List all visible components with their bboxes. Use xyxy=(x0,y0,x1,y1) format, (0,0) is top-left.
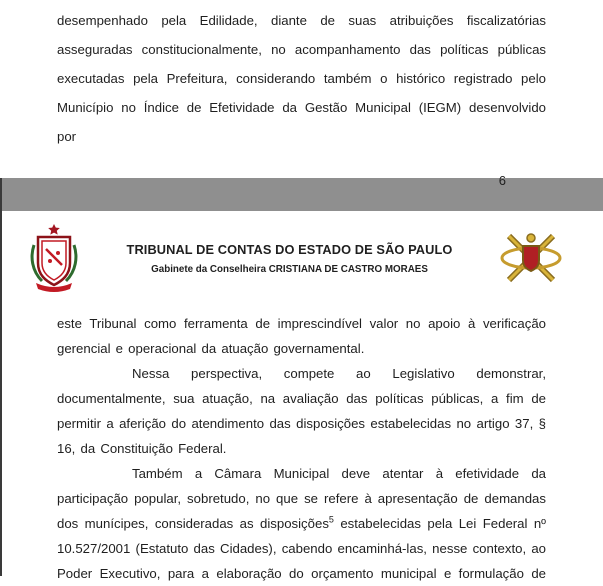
page-left-edge xyxy=(0,178,2,576)
page-body xyxy=(0,293,603,586)
letterhead-text xyxy=(80,242,499,275)
paragraph: desempenhado pela Edilidade, diante de suas atribuições fiscalizatórias asseguradas constitucionalmente, no acompanhamento das políticas públicas executadas pela Prefeitura, considerando também o histórico registrado pelo Município no Índice de Efetividade da Gestão Municipal (IEGM) desenvolvido por xyxy=(57,13,546,144)
paragraph: Nessa perspectiva, compete ao Legislativo demonstrar, documentalmente, sua atuação, na avaliação das políticas públicas, a fim de permitir a aferição do atendimento das disposições estabelecidas no artigo 37, § 16, da Constituição Federal. xyxy=(57,366,546,456)
page-number: 6 xyxy=(498,173,506,188)
paragraph: este Tribunal como ferramenta de imprescindível valor no apoio à verificação gerencial e operacional da atuação governamental. xyxy=(57,316,546,356)
paragraph-text: estabelecidas pela Lei Federal nº 10.527/2001 (Estatuto das Cidades), cabendo encaminhá-las, nesse contexto, ao Poder Executivo, para a elaboração do orçamento municipal e formulação de xyxy=(57,516,546,581)
paragraph xyxy=(57,461,546,586)
previous-page-bottom xyxy=(0,0,603,188)
tce-sp-coat-of-arms-icon xyxy=(499,226,563,290)
letterhead-subtitle: Gabinete da Conselheira CRISTIANA DE CASTRO MORAES xyxy=(151,263,428,275)
footnote-ref: 5 xyxy=(328,514,334,525)
letterhead xyxy=(0,211,603,293)
current-page xyxy=(0,211,603,581)
letterhead-title: TRIBUNAL DE CONTAS DO ESTADO DE SÃO PAULO xyxy=(126,241,453,257)
page-separator xyxy=(0,178,603,211)
paragraph-text: Também a Câmara Municipal deve atentar à efetividade da participação popular, sobretudo, no que se refere à apresentação de demandas dos munícipes, consideradas as disposições xyxy=(57,466,546,531)
sp-state-coat-of-arms-icon xyxy=(28,223,80,293)
